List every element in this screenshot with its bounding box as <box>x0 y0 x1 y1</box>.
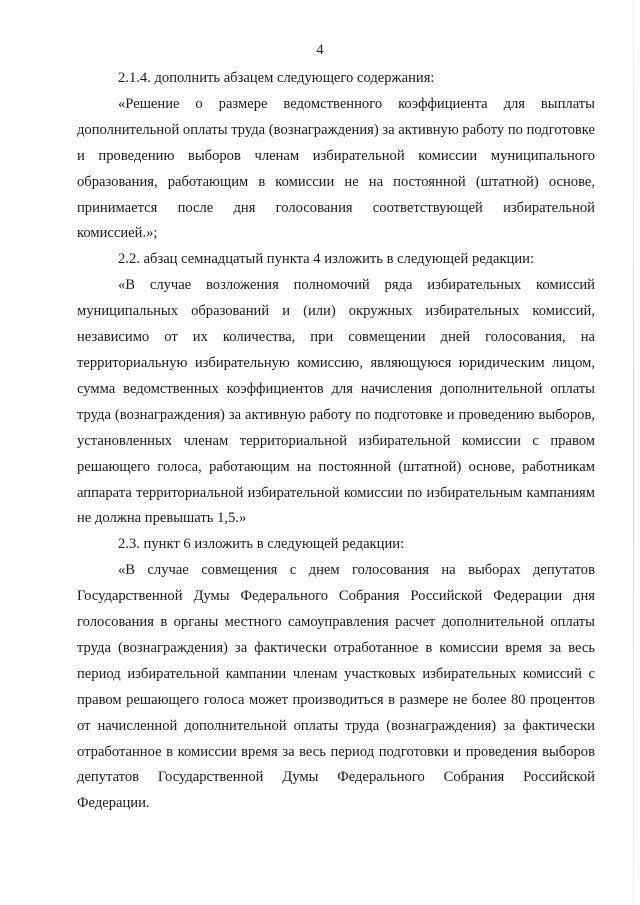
document-body <box>77 66 595 817</box>
clause-2-1-4-heading: 2.1.4. дополнить абзацем следующего содержания: <box>118 70 435 86</box>
scan-edge-line <box>633 0 634 905</box>
clause-2-1-4-text: «Решение о размере ведомственного коэффициента для выплаты дополнительной оплаты труда (вознаграждения) за активную работу по подготовке и проведению выборов членам избирательной комиссии муниципального образования, работающим в комиссии не на постоянной (штатной) основе, принимается после дня голосования соответствующей избирательной комиссией.»; <box>77 95 595 242</box>
page-number: 4 <box>316 42 324 58</box>
clause-2-2-text: «В случае возложения полномочий ряда избирательных комиссий муниципальных образований и (или) окружных избирательных комиссий, независимо от их количества, при совмещении дней голосования, на территориальную избирательную комиссию, являющуюся юридическим лицом, сумма ведомственных коэффициентов для начисления дополнительной оплаты труда (вознаграждения) за активную работу по подготовке и проведению выборов, установленных членам территориальной избирательной комиссии с правом решающего голоса, работающим на постоянной (штатной) основе, работникам аппарата территориальной избирательной комиссии по избирательным кампаниям не должна превышать 1,5.» <box>77 277 595 527</box>
clause-2-2-heading: 2.2. абзац семнадцатый пункта 4 изложить в следующей редакции: <box>118 251 535 268</box>
clause-2-3-heading: 2.3. пункт 6 изложить в следующей редакции: <box>118 536 405 553</box>
clause-2-3-text: «В случае совмещения с днем голосования на выборах депутатов Государственной Думы Федерального Собрания Российской Федерации дня голосования в органы местного самоуправления расчет дополнительной оплаты труда (вознаграждения) за фактически отработанное в комиссии время за весь период избирательной кампании членам участковых избирательных комиссий с правом решающего голоса может производиться в размере не более 80 процентов от начисленной дополнительной оплаты труда (вознаграждения) за фактически отработанное в комиссии время за весь период подготовки и проведения выборов депутатов Государственной Думы Федерального Собрания Российской Федерации. <box>77 562 595 812</box>
